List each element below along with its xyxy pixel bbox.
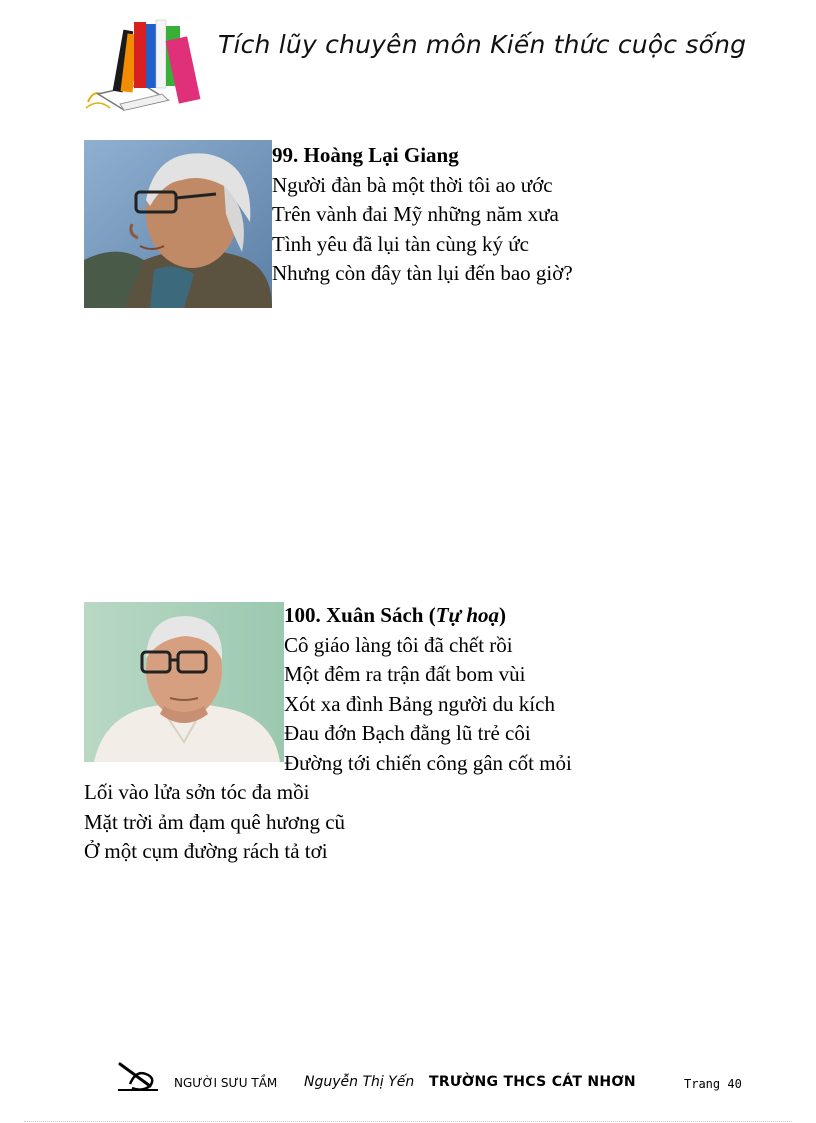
poem-100 [284, 601, 572, 778]
portrait-hoang-lai-giang [84, 140, 272, 308]
poem-100-continued [84, 778, 345, 867]
poem-line: Cô giáo làng tôi đã chết rồi [284, 632, 513, 657]
poem-line: Đường tới chiến công gân cốt mỏi [284, 750, 572, 775]
poem-line: Trên vành đai Mỹ những năm xưa [272, 202, 559, 226]
poem-line: Tình yêu đã lụi tàn cùng ký ức [272, 231, 529, 256]
poem-line: Đau đớn Bạch đằng lũ trẻ côi [284, 721, 531, 745]
poem-title: 100. Xuân Sách (Tự hoạ) [284, 603, 507, 627]
poem-line: Một đêm ra trận đất bom vùi [284, 662, 526, 686]
page-number: Trang 40 [684, 1077, 742, 1091]
poem-subtitle: Tự hoạ [435, 603, 500, 627]
pen-signature-icon [116, 1060, 162, 1094]
poem-title-number: 100. Xuân Sách [284, 603, 424, 627]
poem-line: Mặt trời ảm đạm quê hương cũ [84, 809, 346, 834]
poem-99 [272, 141, 573, 289]
poem-line: Xót xa đình Bảng người du kích [284, 691, 555, 716]
books-icon [84, 14, 204, 114]
poem-line: Người đàn bà một thời tôi ao ước [272, 172, 553, 197]
poem-line: Lối vào lửa sởn tóc đa mồi [84, 780, 310, 804]
poem-line: Nhưng còn đây tàn lụi đến bao giờ? [272, 261, 573, 285]
poem-line: Ở một cụm đường rách tả tơi [84, 839, 328, 863]
collector-label: NGƯỜI SƯU TẦM [174, 1076, 278, 1090]
collector-name: Nguyễn Thị Yến [304, 1074, 415, 1090]
footer-divider [24, 1121, 792, 1122]
poem-title: 99. Hoàng Lại Giang [272, 143, 459, 167]
header-title: Tích lũy chuyên môn Kiến thức cuộc sống [218, 30, 747, 59]
school-name: TRƯỜNG THCS CÁT NHƠN [429, 1074, 636, 1090]
portrait-xuan-sach [84, 602, 284, 762]
